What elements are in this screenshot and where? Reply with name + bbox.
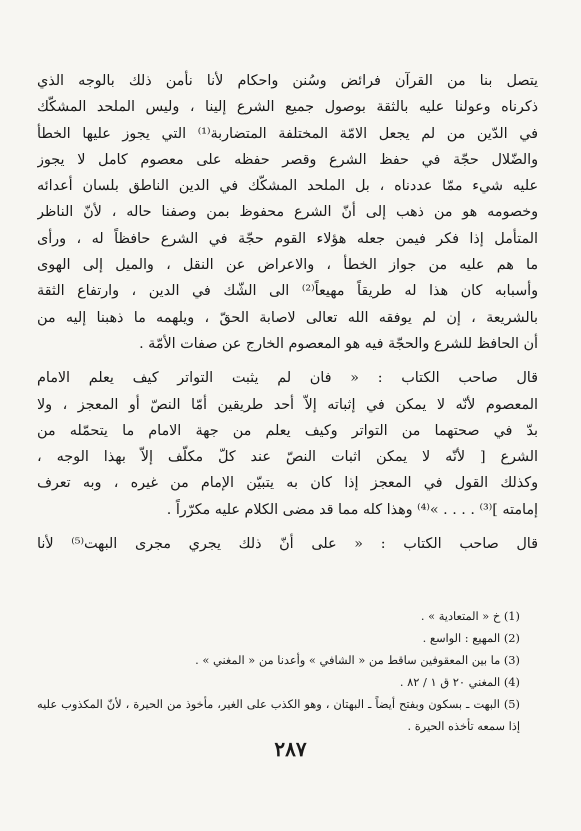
- text-line: في الدّين من لم يجعل الامّة المختلفة المتضاربة⁽¹⁾ التي يجوز عليها الخطأ: [37, 125, 538, 142]
- page-number: ٢٨٧: [274, 737, 307, 761]
- text-line: ما هم عليه من جواز الخطأ ، والاعراض عن النقل ، والميل إلى الهوى: [37, 257, 538, 274]
- text-line: إمامته ]⁽³⁾ . . . . »⁽⁴⁾ وهذا كله مما قد مضى الكلام عليه مكرّراً .: [166, 501, 538, 518]
- text-line: المعصوم لأنّه لا يمكن في إثباته إلاّ أحد طريقين أمّا النصّ أو المعجز ، ولا: [37, 396, 538, 413]
- text-line: بالشريعة ، إن لم يوفقه الله تعالى لاصابة الحقّ ، ويلهمه ما ذهبنا إليه من: [37, 309, 538, 326]
- footnote-3: (3) ما بين المعقوفين ساقط من « الشافي » وأعدنا من « المغني » .: [195, 653, 520, 668]
- text-line: والضّلال حجّة في حفظ الشرع وقصر حفظه على معصوم كامل لا يجوز: [37, 151, 538, 168]
- text-line: ذكرناه وعولنا عليه بالثقة بوصول جميع الشرع إلينا ، وليس الملحد المشكّك: [37, 99, 538, 116]
- footnotes: [37, 605, 538, 737]
- paragraph-1: [37, 68, 538, 357]
- text-line: بدّ في صحتهما من التواتر وكيف يعلم من جهة الامام ما يتحمّله من: [37, 422, 538, 439]
- footnote-1: (1) خ « المتعادية » .: [420, 609, 520, 624]
- text-line: أن الحافظ للشرع والحجّة فيه هو المعصوم الخارج عن صفات الأمّة .: [139, 335, 538, 352]
- footnote-2: (2) المهيع : الواسع .: [422, 631, 520, 646]
- text-line: قال صاحب الكتاب : « على أنّ ذلك يجري مجرى البهت⁽⁵⁾ لأنا: [37, 536, 538, 553]
- text-line: عليه شيء ممّا عددناه ، بل الملحد المشكّك في الدين الناطق بلسان أعدائه: [37, 178, 538, 195]
- footnote-4: (4) المغني ٢٠ ق ١ / ٨٢ .: [399, 675, 520, 690]
- text-line: قال صاحب الكتاب : « فان لم يثبت التواتر كيف يعلم الامام: [37, 370, 538, 387]
- text-line: وكذلك القول في المعجز إذا كان به يتبيّن الإمام من غيره ، وبه تعرف: [37, 475, 538, 492]
- paragraph-3: [37, 531, 538, 557]
- footnote-5: (5) البهت ـ بسكون وبفتح أيضاً ـ البهتان ، وهو الكذب على الغير، مأخوذ من الحيرة ، لأنّ المكذوب عليه إذا سمعه تأخذه الحيرة .: [37, 697, 520, 734]
- text-line: وخصومه هو من ذهب إلى أنّ الشرع محفوظ بمن وصفنا حاله ، لأنّ الناظر: [37, 204, 538, 221]
- text-line: وأسبابه كان هذا له طريقاً مهيعاً⁽²⁾ الى الشّك في الدين ، وارتفاع الثقة: [37, 283, 538, 300]
- text-line: يتصل بنا من القرآن فرائض وسُنن واحكام لأنا نأمن ذلك بالوجه الذي: [37, 73, 538, 89]
- text-line: الشرع [ لأنّه لا يمكن اثبات النصّ عند كلّ مكلّف إلاّ بهذا الوجه ،: [37, 449, 538, 466]
- body-text: [37, 68, 538, 557]
- paragraph-2: [37, 365, 538, 523]
- text-line: المتأمل إذا فكر فيمن جعله هؤلاء القوم حجّة في الشرع حافظاً له ، ورأى: [37, 230, 538, 247]
